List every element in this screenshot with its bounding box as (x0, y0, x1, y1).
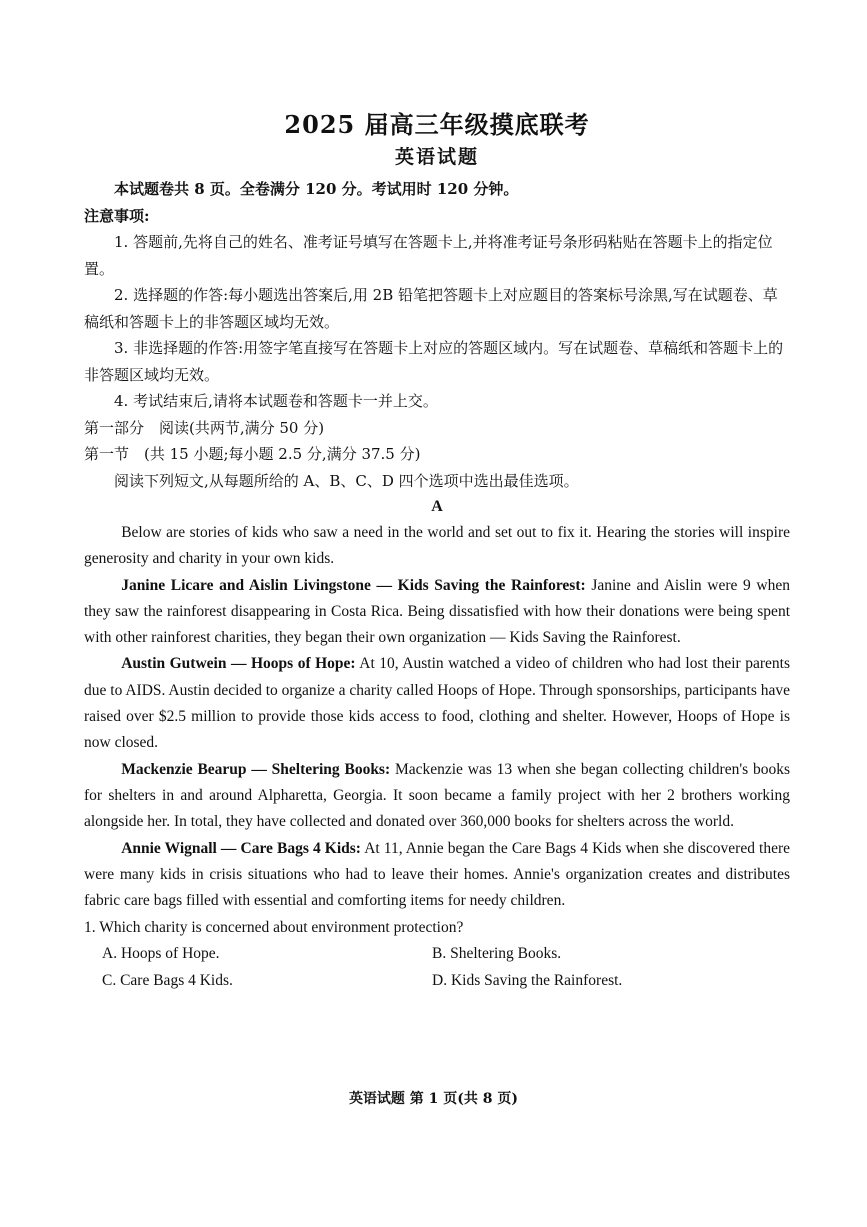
question-stem: 1. Which charity is concerned about environment protection? (84, 919, 464, 937)
section-instruction: 阅读下列短文,从每题所给的 A、B、C、D 四个选项中选出最佳选项。 (114, 471, 579, 490)
part-heading: 第一部分 阅读(共两节,满分 50 分) (84, 418, 325, 437)
paragraph-heading: Annie Wignall — Care Bags 4 Kids: (121, 839, 361, 857)
section-heading: 第一节 (共 15 小题;每小题 2.5 分,满分 37.5 分) (84, 445, 421, 463)
option-b: B. Sheltering Books. (432, 945, 562, 963)
option-d: D. Kids Saving the Rainforest. (432, 971, 623, 989)
notice-item: 4. 考试结束后,请将本试题卷和答题卡一并上交。 (114, 392, 438, 410)
notice-item: 3. 非选择题的作答:用签字笔直接写在答题卡上对应的答题区域内。写在试题卷、草稿纸和答题卡上的非答题区域均无效。 (84, 339, 784, 384)
option-c: C. Care Bags 4 Kids. (102, 971, 233, 989)
paragraph-body: Mackenzie was 13 when she began collecting children's books for shelters in and around Alpharetta, Georgia. It soon became a family project with her 2 brothers working alongside her. In total, they have collected and donated over 360,000 books for shelters across the world. (84, 760, 791, 831)
paragraph-heading: Janine Licare and Aislin Livingstone — Kids Saving the Rainforest: (121, 576, 586, 594)
passage-paragraph (84, 651, 790, 756)
passage-letter: A (431, 498, 443, 515)
paragraph-heading: Austin Gutwein — Hoops of Hope: (121, 655, 356, 673)
passage-intro: Below are stories of kids who saw a need in the world and set out to fix it. Hearing the stories will inspire generosity and charity in your own kids. (84, 524, 790, 568)
page-content (84, 108, 790, 994)
paragraph-body: Janine and Aislin were 9 when they saw the rainforest disappearing in Costa Rica. Being dissatisfied with how their donations were being spent with other rainforest charities, they began their own organization — Kids Saving the Rainforest. (84, 576, 790, 647)
paragraph-heading: Mackenzie Bearup — Sheltering Books: (121, 760, 391, 778)
page-footer: 英语试题 第 1 页(共 8 页) (348, 1091, 519, 1107)
notice-heading: 注意事项: (84, 206, 150, 225)
answer-options (102, 941, 790, 994)
exam-title: 2025 届高三年级摸底联考 (284, 110, 590, 139)
exam-subject: 英语试题 (394, 146, 479, 168)
notice-item: 2. 选择题的作答:每小题选出答案后,用 2B 铅笔把答题卡上对应题目的答案标号涂黑,写在试题卷、草稿纸和答题卡上的非答题区域均无效。 (84, 286, 778, 331)
paragraph-body: At 10, Austin watched a video of children who had lost their parents due to AIDS. Austin decided to organize a charity called Hoops of Hope. Through sponsorships, participants have raised over $2.5 million to provide those kids access to food, clothing and shelter. However, Hoops of Hope is now closed. (84, 655, 790, 752)
passage-paragraph (84, 836, 790, 915)
passage-paragraph (84, 757, 790, 836)
notice-item: 1. 答题前,先将自己的姓名、准考证号填写在答题卡上,并将准考证号条形码粘贴在答题卡上的指定位置。 (84, 233, 773, 278)
passage-paragraph (84, 573, 790, 652)
option-a: A. Hoops of Hope. (102, 945, 220, 963)
exam-intro: 本试题卷共 8 页。全卷满分 120 分。考试用时 120 分钟。 (114, 180, 519, 198)
paragraph-body: At 11, Annie began the Care Bags 4 Kids when she discovered there were many kids in crisis situations who had to leave their homes. Annie's organization creates and distributes fabric care bags filled with essential and comforting items for needy children. (84, 839, 790, 910)
